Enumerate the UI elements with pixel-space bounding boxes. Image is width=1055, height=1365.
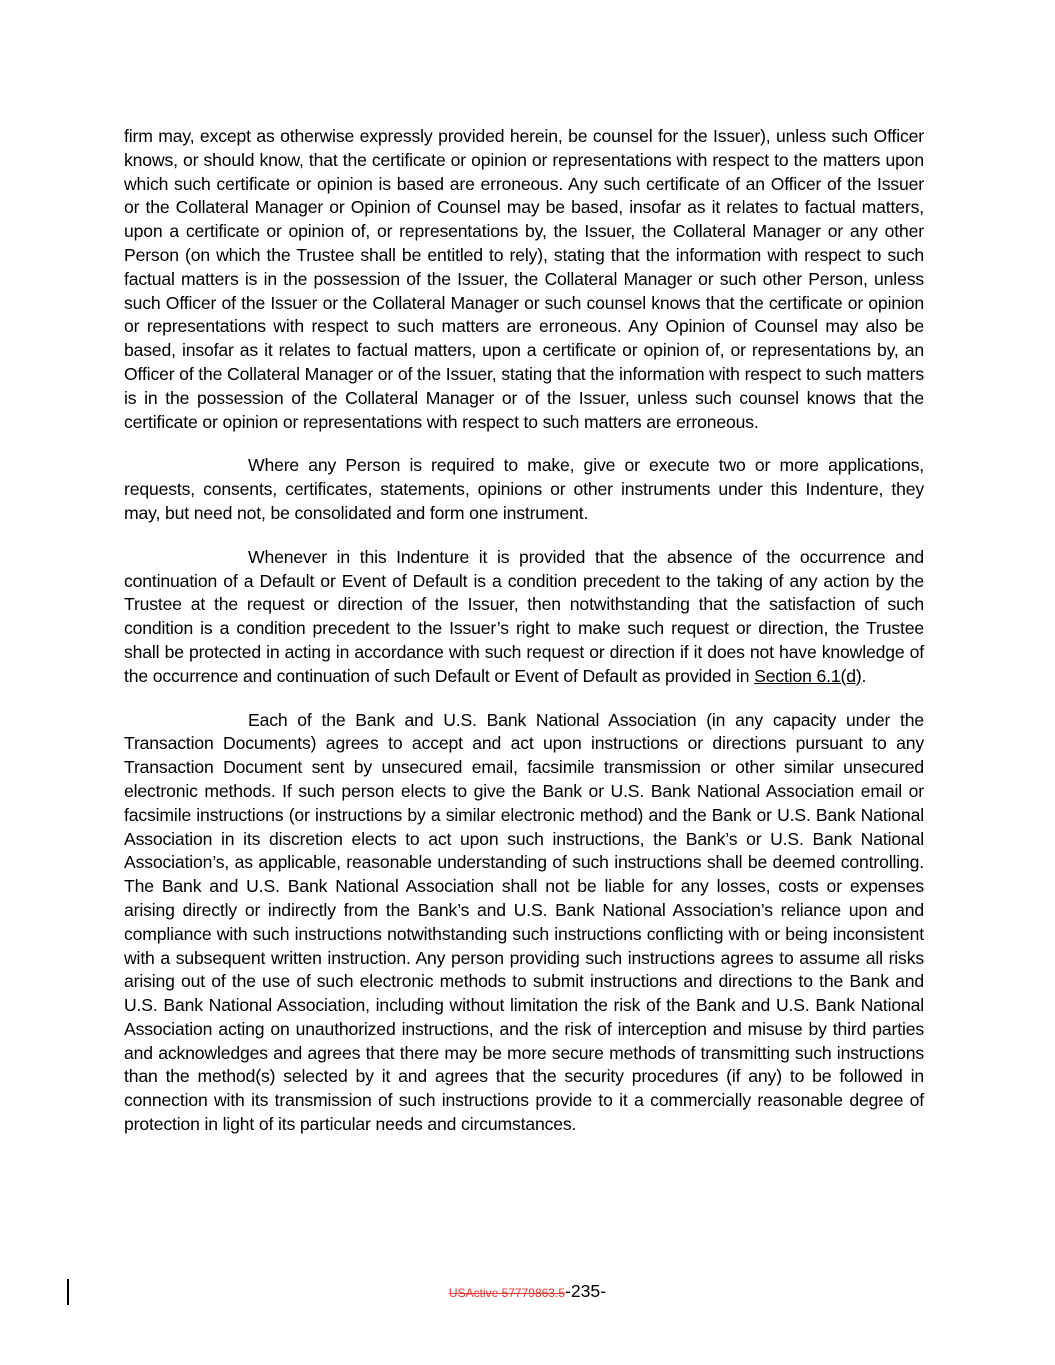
document-id-strikethrough: USActive 57779863.5: [448, 1286, 565, 1300]
paragraph-3-end: .: [861, 665, 867, 686]
paragraph-3: [124, 546, 924, 689]
section-reference: Section 6.1(d): [754, 665, 862, 686]
page-number: -235-: [565, 1281, 607, 1301]
paragraph-4: Each of the Bank and U.S. Bank National Association (in any capacity under the Transaction Documents) agrees to accept and act upon instructions or directions pursuant to any Transaction Document sent by unsecured email, facsimile transmission or other similar unsecured electronic methods. If such person elects to give the Bank or U.S. Bank National Association email or facsimile instructions (or instructions by a similar electronic method) and the Bank or U.S. Bank National Association in its discretion elects to act upon such instructions, the Bank’s or U.S. Bank National Association’s, as applicable, reasonable understanding of such instructions shall be deemed controlling. The Bank and U.S. Bank National Association shall not be liable for any losses, costs or expenses arising directly or indirectly from the Bank’s and U.S. Bank National Association’s reliance upon and compliance with such instructions notwithstanding such instructions conflicting with or being inconsistent with a subsequent written instruction. Any person providing such instructions agrees to assume all risks arising out of the use of such electronic methods to submit instructions and directions to the Bank and U.S. Bank National Association, including without limitation the risk of the Bank and U.S. Bank National Association acting on unauthorized instructions, and the risk of interception and misuse by third parties and acknowledges and agrees that there may be more secure methods of transmitting such instructions than the method(s) selected by it and agrees that the security procedures (if any) to be followed in connection with its transmission of such instructions provide to it a commercially reasonable degree of protection in light of its particular needs and circumstances.: [124, 709, 924, 1135]
paragraph-3-text: Whenever in this Indenture it is provided that the absence of the occurrence and continuation of a Default or Event of Default is a condition precedent to the taking of any action by the Trustee at the request or direction of the Issuer, then notwithstanding that the satisfaction of such condition is a condition precedent to the Issuer’s right to make such request or direction, the Trustee shall be protected in acting in accordance with such request or direction if it does not have knowledge of the occurrence and continuation of such Default or Event of Default as provided in: [124, 546, 924, 686]
document-body: [124, 125, 924, 1157]
page-footer: [0, 1281, 1055, 1302]
paragraph-2: Where any Person is required to make, give or execute two or more applications, requests, consents, certificates, statements, opinions or other instruments under this Indenture, they may, but need not, be consolidated and form one instrument.: [124, 455, 924, 523]
paragraph-1: firm may, except as otherwise expressly provided herein, be counsel for the Issuer), unless such Officer knows, or should know, that the certificate or opinion or representations with respect to the matters upon which such certificate or opinion is based are erroneous. Any such certificate of an Officer of the Issuer or the Collateral Manager or Opinion of Counsel may be based, insofar as it relates to factual matters, upon a certificate or opinion of, or representations by, the Issuer, the Collateral Manager or any other Person (on which the Trustee shall be entitled to rely), stating that the information with respect to such factual matters is in the possession of the Issuer, the Collateral Manager or such other Person, unless such Officer of the Issuer or the Collateral Manager or such counsel knows that the certificate or opinion or representations with respect to such matters are erroneous. Any Opinion of Counsel may also be based, insofar as it relates to factual matters, upon a certificate or opinion of, or representations by, an Officer of the Collateral Manager or of the Issuer, stating that the information with respect to such matters is in the possession of the Collateral Manager or of the Issuer, unless such counsel knows that the certificate or opinion or representations with respect to such matters are erroneous.: [124, 126, 924, 432]
